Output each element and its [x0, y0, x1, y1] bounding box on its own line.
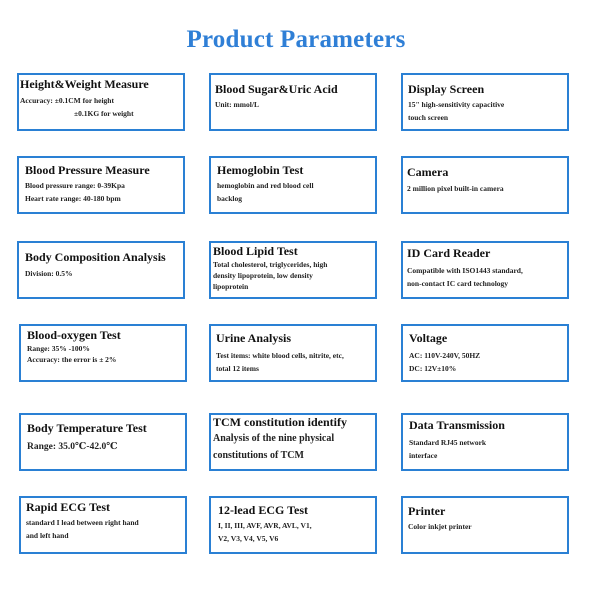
card-line: Unit: mmol/L: [215, 100, 259, 109]
card-title: ID Card Reader: [407, 246, 491, 260]
card-blood-oxygen: [19, 324, 187, 382]
card-line: Range: 35% -100%: [27, 344, 90, 353]
card-line: lipoprotein: [213, 282, 249, 291]
card-title: Voltage: [409, 331, 448, 345]
card-printer: [401, 496, 569, 554]
card-title: Height&Weight Measure: [20, 77, 149, 91]
page-title: Product Parameters: [186, 26, 406, 53]
card-line: Compatible with ISO1443 standard,: [407, 266, 523, 275]
card-line: AC: 110V-240V, 50HZ: [409, 351, 481, 360]
card-line: Division: 0.5%: [25, 269, 73, 278]
card-id-card-reader: [401, 241, 569, 299]
card-blood-sugar-uric-acid: [209, 73, 377, 131]
card-line: standard I lead between right hand: [26, 518, 139, 527]
card-title: TCM constitution identify: [213, 415, 348, 429]
card-line: Test items: white blood cells, nitrite, etc,: [216, 351, 344, 360]
card-title: Body Composition Analysis: [25, 250, 166, 264]
card-blood-lipid: [209, 241, 377, 299]
card-title: 12-lead ECG Test: [218, 503, 309, 517]
card-title: Blood-oxygen Test: [27, 328, 121, 342]
card-hemoglobin: [209, 156, 377, 214]
card-line: constitutions of TCM: [213, 450, 304, 461]
card-title: Printer: [408, 504, 446, 518]
card-line: Total cholesterol, triglycerides, high: [213, 260, 328, 269]
card-title: Blood Pressure Measure: [25, 163, 150, 177]
card-line: Accuracy: the error is ± 2%: [27, 355, 117, 364]
card-body-composition: [17, 241, 185, 299]
card-title: Display Screen: [408, 82, 485, 96]
card-line: Range: 35.0℃-42.0℃: [27, 442, 118, 452]
card-12-lead-ecg: [209, 496, 377, 554]
card-line: Analysis of the nine physical: [213, 433, 335, 444]
card-line: Heart rate range: 40-180 bpm: [25, 194, 121, 203]
card-line: touch screen: [408, 113, 449, 122]
card-title: Hemoglobin Test: [217, 163, 304, 177]
card-title: Rapid ECG Test: [26, 500, 111, 514]
card-line: ±0.1KG for weight: [74, 109, 134, 118]
card-line: 2 million pixel built-in camera: [407, 184, 504, 193]
card-title: Blood Sugar&Uric Acid: [215, 82, 338, 96]
card-line: Accuracy: ±0.1CM for height: [20, 96, 114, 105]
card-blood-pressure: [17, 156, 185, 214]
card-tcm-constitution: [209, 413, 377, 471]
card-line: backlog: [217, 194, 243, 203]
card-line: interface: [409, 451, 438, 460]
card-line: total 12 items: [216, 364, 259, 373]
card-line: and left hand: [26, 531, 69, 540]
card-title: Camera: [407, 165, 449, 179]
card-line: V2, V3, V4, V5, V6: [218, 534, 279, 543]
card-voltage: [401, 324, 569, 382]
card-body-temperature: [19, 413, 187, 471]
card-title: Data Transmission: [409, 418, 505, 432]
card-urine-analysis: [209, 324, 377, 382]
card-line: non-contact IC card technology: [407, 279, 509, 288]
card-height-weight: [17, 73, 185, 131]
card-display-screen: [401, 73, 569, 131]
card-line: 15" high-sensitivity capacitive: [408, 100, 505, 109]
card-line: density lipoprotein, low density: [213, 271, 313, 280]
card-rapid-ecg: [19, 496, 187, 554]
card-title: Body Temperature Test: [27, 421, 147, 435]
card-data-transmission: [401, 413, 569, 471]
card-camera: [401, 156, 569, 214]
card-line: Color inkjet printer: [408, 522, 472, 531]
card-line: Standard RJ45 network: [409, 438, 487, 447]
card-line: Blood pressure range: 0-39Kpa: [25, 181, 125, 190]
card-title: Blood Lipid Test: [213, 244, 298, 258]
card-line: I, II, III, AVF, AVR, AVL, V1,: [218, 521, 312, 530]
card-line: hemoglobin and red blood cell: [217, 181, 314, 190]
card-title: Urine Analysis: [216, 331, 292, 345]
card-line: DC: 12V±10%: [409, 364, 457, 373]
